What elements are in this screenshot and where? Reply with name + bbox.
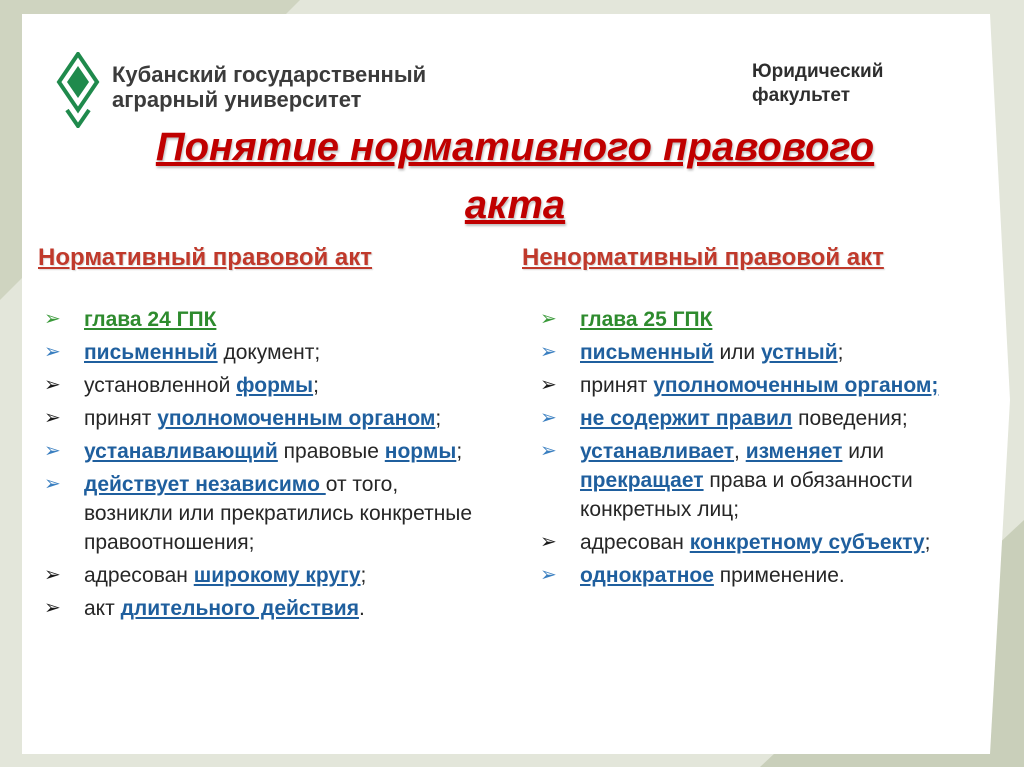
item-text: правовые <box>277 440 385 463</box>
item-text: или <box>842 440 884 463</box>
item-text: адресован <box>84 564 194 587</box>
list-item <box>44 371 484 400</box>
keyword-link[interactable]: конкретному субъекту <box>689 531 925 554</box>
keyword-link[interactable]: нормы <box>384 440 457 463</box>
list-item <box>44 470 484 557</box>
keyword-link[interactable]: письменный <box>580 341 714 364</box>
keyword-link[interactable]: устанавливающий <box>84 440 278 463</box>
faculty-name-line2: факультет <box>752 85 851 106</box>
keyword-link[interactable]: широкому кругу <box>193 564 361 587</box>
keyword-link[interactable]: устный <box>761 341 838 364</box>
item-text: , <box>734 440 746 463</box>
checkmark-arrow-icon: ➢ <box>540 407 557 429</box>
item-text: применение. <box>713 564 845 587</box>
list-item <box>540 305 990 334</box>
list-item <box>540 437 990 524</box>
list-item <box>44 404 484 433</box>
keyword-link[interactable]: однократное <box>580 564 714 587</box>
checkmark-arrow-icon: ➢ <box>44 440 61 462</box>
checkmark-arrow-icon: ➢ <box>540 341 557 363</box>
list-item <box>540 371 990 400</box>
keyword-link[interactable]: уполномоченным органом <box>157 407 436 430</box>
list-item <box>44 437 484 466</box>
keyword-link[interactable]: формы <box>236 374 314 397</box>
keyword-link[interactable]: глава 24 ГПК <box>84 308 217 331</box>
checkmark-arrow-icon: ➢ <box>44 407 61 429</box>
list-item <box>44 594 484 623</box>
checkmark-arrow-icon: ➢ <box>540 440 557 462</box>
item-text: поведения; <box>792 407 908 430</box>
list-item <box>44 338 484 367</box>
list-item <box>540 338 990 367</box>
right-column-heading: Ненормативный правовой акт <box>522 244 884 271</box>
keyword-link[interactable]: длительного действия <box>120 597 359 620</box>
keyword-link[interactable]: не содержит правил <box>580 407 793 430</box>
checkmark-arrow-icon: ➢ <box>540 531 557 553</box>
item-text: документ; <box>217 341 321 364</box>
list-item <box>540 528 990 557</box>
checkmark-arrow-icon: ➢ <box>540 374 557 396</box>
item-text: . <box>358 597 365 620</box>
university-name-line2: аграрный университет <box>112 87 362 112</box>
keyword-link[interactable]: прекращает <box>580 469 704 492</box>
checkmark-arrow-icon: ➢ <box>44 564 61 586</box>
item-text: ; <box>924 531 931 554</box>
item-text: установленной <box>84 374 237 397</box>
keyword-link[interactable]: устанавливает <box>580 440 735 463</box>
item-text: принят <box>84 407 158 430</box>
right-column-list <box>540 305 990 594</box>
university-logo-icon <box>55 52 101 128</box>
keyword-link[interactable]: уполномоченным органом; <box>653 374 939 397</box>
checkmark-arrow-icon: ➢ <box>540 308 557 330</box>
item-text: принят <box>580 374 654 397</box>
checkmark-arrow-icon: ➢ <box>44 473 61 495</box>
university-name-line1: Кубанский государственный <box>112 62 427 87</box>
item-text: адресован <box>580 531 690 554</box>
item-text: ; <box>313 374 319 397</box>
list-item <box>44 305 484 334</box>
item-text: или <box>713 341 761 364</box>
item-text: от того, возникли или прекратились конкретные правоотношения; <box>84 473 473 554</box>
item-text: права и обязанности конкретных лиц; <box>580 469 913 521</box>
item-text: ; <box>837 341 844 364</box>
keyword-link[interactable]: глава 25 ГПК <box>580 308 713 331</box>
faculty-name-line1: Юридический <box>752 61 884 82</box>
slide-title-line2: акта <box>464 183 566 227</box>
checkmark-arrow-icon: ➢ <box>44 374 61 396</box>
university-name <box>112 62 426 112</box>
checkmark-arrow-icon: ➢ <box>540 564 557 586</box>
item-text: ; <box>435 407 442 430</box>
list-item <box>44 561 484 590</box>
keyword-link[interactable]: действует независимо <box>84 473 326 496</box>
list-item <box>540 404 990 433</box>
checkmark-arrow-icon: ➢ <box>44 597 61 619</box>
keyword-link[interactable]: изменяет <box>745 440 843 463</box>
item-text: ; <box>456 440 463 463</box>
list-item <box>540 561 990 590</box>
keyword-link[interactable]: письменный <box>84 341 218 364</box>
left-column-heading: Нормативный правовой акт <box>38 244 373 271</box>
checkmark-arrow-icon: ➢ <box>44 341 61 363</box>
item-text: ; <box>360 564 367 587</box>
left-column-list <box>44 305 484 627</box>
checkmark-arrow-icon: ➢ <box>44 308 61 330</box>
item-text: акт <box>84 597 121 620</box>
slide-title <box>100 118 930 234</box>
slide-title-line1: Понятие нормативного правового <box>155 125 875 169</box>
faculty-name <box>752 60 883 108</box>
